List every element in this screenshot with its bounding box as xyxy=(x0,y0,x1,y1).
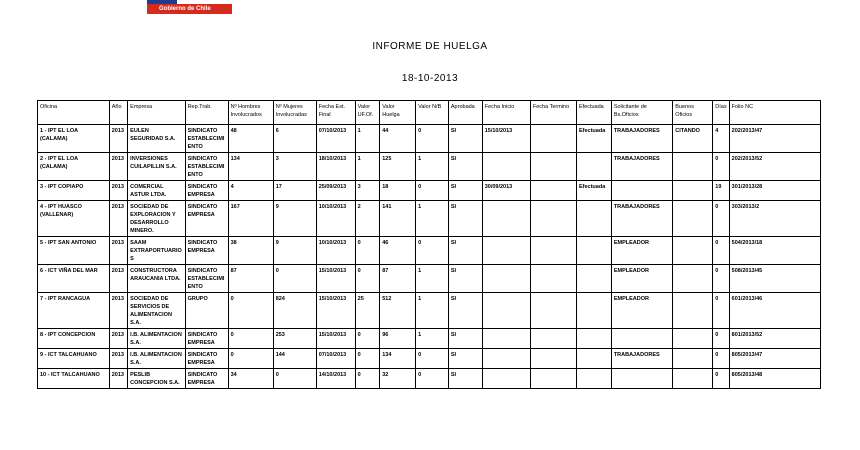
table-cell: 3 - IPT COPIAPO xyxy=(38,181,110,201)
table-cell xyxy=(673,349,713,369)
table-cell: 10 - ICT TALCAHUANO xyxy=(38,369,110,389)
report-date: 18-10-2013 xyxy=(401,73,459,84)
table-cell: GRUPO xyxy=(185,293,228,329)
table-cell: 2013 xyxy=(109,125,127,153)
table-row xyxy=(38,181,821,201)
table-cell: 167 xyxy=(228,201,273,237)
table-cell: 2013 xyxy=(109,201,127,237)
table-cell: 0 xyxy=(273,369,316,389)
table-cell: 1 xyxy=(416,265,449,293)
table-cell xyxy=(530,369,576,389)
table-cell: SI xyxy=(448,329,482,349)
table-cell: 2013 xyxy=(109,329,127,349)
table-cell xyxy=(530,329,576,349)
table-row xyxy=(38,265,821,293)
table-cell xyxy=(530,237,576,265)
table-cell: SINDICATO EMPRESA xyxy=(185,329,228,349)
column-header: Solicitante de Bs.Oficios xyxy=(611,101,672,125)
table-cell xyxy=(482,293,530,329)
table-cell: 0 xyxy=(355,369,380,389)
table-cell: 1 xyxy=(416,329,449,349)
column-header: Nº Hombres Involucrados xyxy=(228,101,273,125)
table-cell: 134 xyxy=(380,349,416,369)
column-header: Valor Huelga xyxy=(380,101,416,125)
table-header-row xyxy=(38,101,821,125)
table-cell xyxy=(530,181,576,201)
table-cell: SI xyxy=(448,153,482,181)
table-cell: 4 xyxy=(228,181,273,201)
table-cell: 9 xyxy=(273,237,316,265)
table-cell: 0 xyxy=(416,369,449,389)
table-cell: SI xyxy=(448,369,482,389)
table-cell: EULEN SEGURIDAD S.A. xyxy=(128,125,185,153)
table-cell xyxy=(576,349,611,369)
table-cell: 601/2013/46 xyxy=(729,293,820,329)
table-cell: 2013 xyxy=(109,265,127,293)
table-cell: 2013 xyxy=(109,237,127,265)
column-header: Fecha Termino xyxy=(530,101,576,125)
table-cell: SAAM EXTRAPORTUARIOS xyxy=(128,237,185,265)
table-cell: 0 xyxy=(416,125,449,153)
table-row xyxy=(38,237,821,265)
table-cell: SINDICATO ESTABLECIMIENTO xyxy=(185,153,228,181)
table-cell: 0 xyxy=(713,153,729,181)
table-cell: 0 xyxy=(273,265,316,293)
table-cell: 8 - IPT CONCEPCION xyxy=(38,329,110,349)
table-cell: TRABAJADORES xyxy=(611,153,672,181)
table-cell: 141 xyxy=(380,201,416,237)
table-cell: SI xyxy=(448,265,482,293)
table-cell: SOCIEDAD DE EXPLORACION Y DESARROLLO MINERO. xyxy=(128,201,185,237)
table-cell: 0 xyxy=(416,181,449,201)
logo-text: Gobierno de Chile xyxy=(159,6,211,12)
table-cell: 2013 xyxy=(109,349,127,369)
table-cell xyxy=(530,125,576,153)
table-cell xyxy=(576,369,611,389)
table-cell: 0 xyxy=(355,349,380,369)
table-cell: 134 xyxy=(228,153,273,181)
table-cell: 46 xyxy=(380,237,416,265)
table-cell: EMPLEADOR xyxy=(611,293,672,329)
table-cell: 1 xyxy=(355,153,380,181)
table-cell: 0 xyxy=(228,329,273,349)
table-cell: 2013 xyxy=(109,293,127,329)
table-cell: 10/10/2013 xyxy=(316,201,355,237)
table-cell xyxy=(673,293,713,329)
table-cell: 44 xyxy=(380,125,416,153)
table-cell xyxy=(673,201,713,237)
table-cell xyxy=(482,237,530,265)
table-cell: SINDICATO EMPRESA xyxy=(185,181,228,201)
table-cell: 0 xyxy=(228,293,273,329)
table-cell: 18/10/2013 xyxy=(316,153,355,181)
table-cell: 0 xyxy=(713,237,729,265)
table-row xyxy=(38,153,821,181)
table-cell: 1 xyxy=(416,201,449,237)
table-cell: 125 xyxy=(380,153,416,181)
table-cell xyxy=(611,369,672,389)
table-cell: 25 xyxy=(355,293,380,329)
report-title: INFORME DE HUELGA xyxy=(372,41,488,52)
table-cell: 2013 xyxy=(109,181,127,201)
column-header: Fecha Est. Final xyxy=(316,101,355,125)
table-cell: SI xyxy=(448,293,482,329)
table-cell: 512 xyxy=(380,293,416,329)
table-cell: Efectuada xyxy=(576,125,611,153)
table-cell: 17 xyxy=(273,181,316,201)
table-cell: 805/2013/48 xyxy=(729,369,820,389)
table-cell: SI xyxy=(448,349,482,369)
table-row xyxy=(38,329,821,349)
table-cell xyxy=(482,153,530,181)
table-cell: 0 xyxy=(355,265,380,293)
table-cell: 32 xyxy=(380,369,416,389)
table-cell: CITANDO xyxy=(673,125,713,153)
table-cell: 19 xyxy=(713,181,729,201)
table-cell xyxy=(530,293,576,329)
column-header: Efectuada xyxy=(576,101,611,125)
table-cell: COMERCIAL ASTUR LTDA. xyxy=(128,181,185,201)
table-cell: SINDICATO ESTABLECIMIENTO xyxy=(185,125,228,153)
table-cell: 07/10/2013 xyxy=(316,349,355,369)
table-cell: PESLIB CONCEPCION S.A. xyxy=(128,369,185,389)
table-cell: 805/2013/47 xyxy=(729,349,820,369)
table-cell: 6 - ICT VIÑA DEL MAR xyxy=(38,265,110,293)
table-cell: SI xyxy=(448,201,482,237)
table-cell: SINDICATO EMPRESA xyxy=(185,201,228,237)
table-cell: I.B. ALIMENTACION S.A. xyxy=(128,349,185,369)
table-cell: TRABAJADORES xyxy=(611,125,672,153)
table-cell xyxy=(482,349,530,369)
table-row xyxy=(38,369,821,389)
table-cell: CONSTRUCTORA ARAUCANIA LTDA. xyxy=(128,265,185,293)
table-cell: 3 xyxy=(273,153,316,181)
table-cell: 48 xyxy=(228,125,273,153)
table-cell xyxy=(673,237,713,265)
table-cell: 202/2013/47 xyxy=(729,125,820,153)
table-cell: 0 xyxy=(713,265,729,293)
table-cell: 2013 xyxy=(109,153,127,181)
table-cell: 0 xyxy=(713,329,729,349)
table-cell xyxy=(576,153,611,181)
column-header: Empresa xyxy=(128,101,185,125)
table-cell: 1 xyxy=(416,153,449,181)
table-cell: 4 - IPT HUASCO (VALLENAR) xyxy=(38,201,110,237)
table-cell: 34 xyxy=(228,369,273,389)
table-cell: SI xyxy=(448,125,482,153)
table-cell: 3 xyxy=(355,181,380,201)
table-cell xyxy=(482,265,530,293)
column-header: Valor N/B xyxy=(416,101,449,125)
column-header: Año xyxy=(109,101,127,125)
table-cell: SI xyxy=(448,237,482,265)
table-cell: 0 xyxy=(228,349,273,369)
table-cell: 14/10/2013 xyxy=(316,369,355,389)
table-cell: SOCIEDAD DE SERVICIOS DE ALIMENTACION S.A. xyxy=(128,293,185,329)
table-cell: 253 xyxy=(273,329,316,349)
table-cell: 6 xyxy=(273,125,316,153)
table-cell: 0 xyxy=(713,293,729,329)
table-cell xyxy=(673,265,713,293)
table-cell: 15/10/2013 xyxy=(316,293,355,329)
gobierno-logo xyxy=(147,0,232,14)
table-cell: 301/2013/28 xyxy=(729,181,820,201)
table-cell: 801/2013/52 xyxy=(729,329,820,349)
table-cell: Efectuada xyxy=(576,181,611,201)
table-cell: 2 xyxy=(355,201,380,237)
column-header: Oficina xyxy=(38,101,110,125)
table-cell: 0 xyxy=(713,349,729,369)
table-cell xyxy=(530,201,576,237)
table-cell: 5 - IPT SAN ANTONIO xyxy=(38,237,110,265)
column-header: Folio NC xyxy=(729,101,820,125)
table-cell: EMPLEADOR xyxy=(611,237,672,265)
table-cell: 508/2013/45 xyxy=(729,265,820,293)
table-cell xyxy=(530,349,576,369)
table-cell xyxy=(673,329,713,349)
column-header: Rep.Trab. xyxy=(185,101,228,125)
table-cell: 2 - IPT EL LOA (CALAMA) xyxy=(38,153,110,181)
table-cell: 504/2013/18 xyxy=(729,237,820,265)
table-cell: SI xyxy=(448,181,482,201)
table-cell xyxy=(576,293,611,329)
table-cell: 15/10/2013 xyxy=(482,125,530,153)
column-header: Fecha Inicio xyxy=(482,101,530,125)
table-cell: SINDICATO EMPRESA xyxy=(185,349,228,369)
table-row xyxy=(38,293,821,329)
table-cell: 1 - IPT EL LOA (CALAMA) xyxy=(38,125,110,153)
table-cell: 18 xyxy=(380,181,416,201)
table-cell: 10/10/2013 xyxy=(316,237,355,265)
table-cell: 0 xyxy=(713,369,729,389)
table-cell xyxy=(611,329,672,349)
table-cell xyxy=(673,369,713,389)
table-cell xyxy=(673,153,713,181)
table-cell: 07/10/2013 xyxy=(316,125,355,153)
table-cell: 38 xyxy=(228,237,273,265)
table-cell: 0 xyxy=(713,201,729,237)
table-cell xyxy=(673,181,713,201)
table-cell: TRABAJADORES xyxy=(611,201,672,237)
table-cell xyxy=(611,181,672,201)
table-cell: 0 xyxy=(355,329,380,349)
table-cell xyxy=(482,329,530,349)
table-cell: I.B. ALIMENTACION S.A. xyxy=(128,329,185,349)
table-cell: 144 xyxy=(273,349,316,369)
table-row xyxy=(38,125,821,153)
table-cell: 4 xyxy=(713,125,729,153)
table-row xyxy=(38,349,821,369)
table-cell: 15/10/2013 xyxy=(316,265,355,293)
table-cell xyxy=(576,265,611,293)
table-cell: 0 xyxy=(416,237,449,265)
table-row xyxy=(38,201,821,237)
table-cell xyxy=(482,369,530,389)
column-header: Buenos Oficios xyxy=(673,101,713,125)
table-cell xyxy=(482,201,530,237)
column-header: Días xyxy=(713,101,729,125)
column-header: Nº Mujeres Involucradas xyxy=(273,101,316,125)
table-cell: SINDICATO ESTABLECIMIENTO xyxy=(185,265,228,293)
table-body xyxy=(38,125,821,389)
strike-report-table xyxy=(37,100,821,389)
table-cell: 87 xyxy=(228,265,273,293)
table-cell: 30/09/2013 xyxy=(482,181,530,201)
table-cell: 202/2013/52 xyxy=(729,153,820,181)
table-cell: 824 xyxy=(273,293,316,329)
table-cell: 0 xyxy=(355,237,380,265)
table-cell: 9 - ICT TALCAHUANO xyxy=(38,349,110,369)
table-cell: 0 xyxy=(416,349,449,369)
table-cell: 87 xyxy=(380,265,416,293)
table-cell: 303/2013/2 xyxy=(729,201,820,237)
column-header: Valor UF.Of. xyxy=(355,101,380,125)
table-cell: 1 xyxy=(416,293,449,329)
table-cell: 96 xyxy=(380,329,416,349)
table-cell: SINDICATO EMPRESA xyxy=(185,237,228,265)
table-cell: 1 xyxy=(355,125,380,153)
table-cell: 25/09/2013 xyxy=(316,181,355,201)
table-cell: TRABAJADORES xyxy=(611,349,672,369)
table-cell xyxy=(576,237,611,265)
table-cell: 2013 xyxy=(109,369,127,389)
table-cell xyxy=(530,265,576,293)
table-cell: SINDICATO EMPRESA xyxy=(185,369,228,389)
column-header: Aprobada xyxy=(448,101,482,125)
table-cell xyxy=(576,201,611,237)
table-cell: 9 xyxy=(273,201,316,237)
table-cell xyxy=(530,153,576,181)
table-cell: EMPLEADOR xyxy=(611,265,672,293)
table-cell xyxy=(576,329,611,349)
table-cell: 15/10/2013 xyxy=(316,329,355,349)
table-cell: 7 - IPT RANCAGUA xyxy=(38,293,110,329)
table-cell: INVERSIONES CUILAPILLIN S.A. xyxy=(128,153,185,181)
